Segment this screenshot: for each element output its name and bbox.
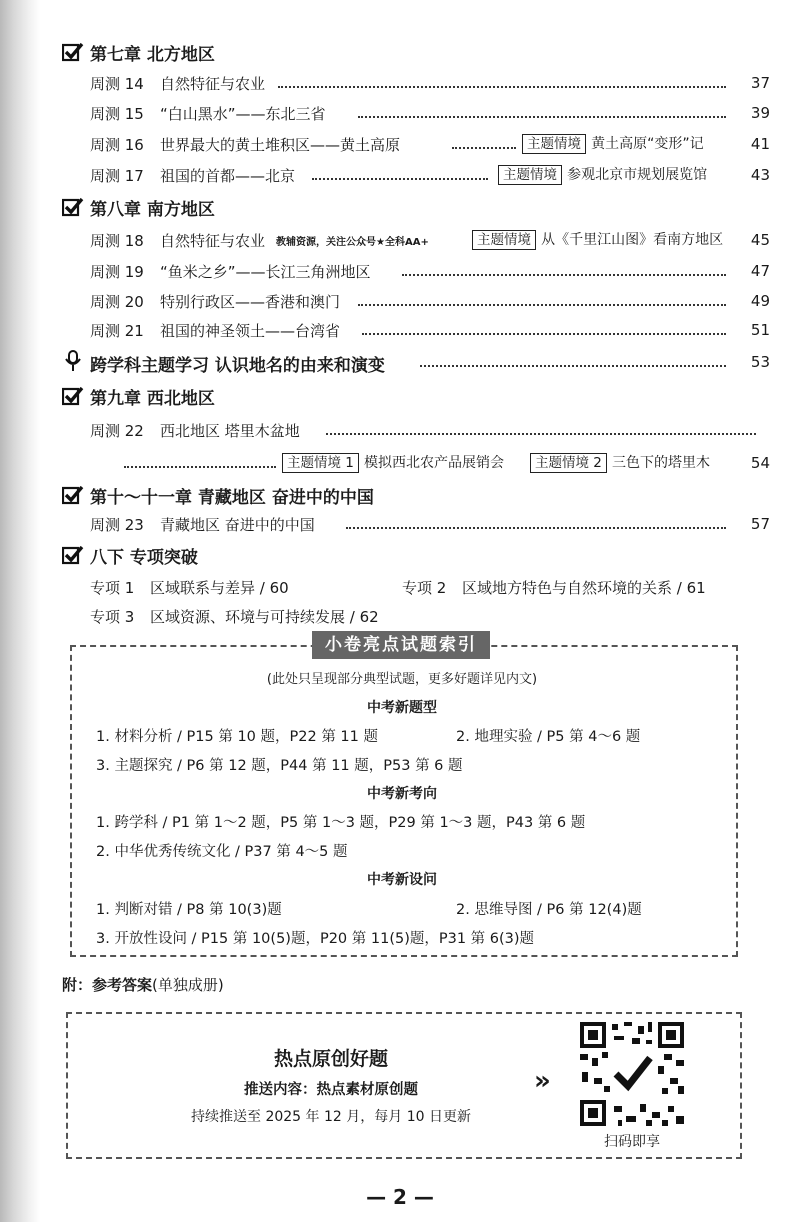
appendix-note: (单独成册) (152, 976, 224, 994)
leader-dots (326, 433, 756, 435)
week-18-page: 45 (750, 231, 770, 249)
scan-shadow-edge (0, 0, 40, 1222)
leader-dots (420, 365, 726, 367)
theme-text: 从《千里江山图》看南方地区 (541, 232, 724, 248)
week-17-page: 43 (750, 166, 770, 184)
check-icon (62, 197, 84, 217)
week-19-title[interactable]: “鱼米之乡”——长江三角洲地区 (160, 263, 371, 281)
week-14-title[interactable]: 自然特征与农业 (160, 75, 266, 93)
week-19-page: 47 (750, 262, 770, 280)
qr-code[interactable] (578, 1020, 686, 1128)
check-icon (62, 42, 84, 62)
week-16-title[interactable]: 世界最大的黄土堆积区——黄土高原 (160, 136, 401, 154)
leader-dots (358, 304, 726, 306)
week-14-page: 37 (750, 74, 770, 92)
leader-dots (124, 466, 276, 468)
special-2-label: 专项 2 (402, 579, 447, 597)
week-19-label: 周测 19 (90, 263, 144, 281)
week-23-title[interactable]: 青藏地区 奋进中的中国 (160, 516, 315, 534)
week-23-page: 57 (750, 515, 770, 533)
page-number: — 2 — (366, 1185, 434, 1209)
week-20-title[interactable]: 特别行政区——香港和澳门 (160, 293, 341, 311)
index-item: 2. 思维导图 / P6 第 12(4)题 (456, 902, 642, 918)
index-section-heading: 中考新设问 (367, 872, 437, 888)
week-21-page: 51 (750, 321, 770, 339)
week-22-title[interactable]: 西北地区 塔里木盆地 (160, 422, 300, 440)
theme-text: 参观北京市规划展览馆 (567, 167, 708, 183)
index-section-heading: 中考新考向 (367, 786, 437, 802)
check-icon (62, 485, 84, 505)
chapter-8-heading: 第八章 南方地区 (90, 200, 215, 220)
chapter-9-heading: 第九章 西北地区 (90, 389, 215, 409)
chapter-10-11-heading: 第十～十一章 青藏地区 奋进中的中国 (90, 488, 374, 508)
interdisciplinary-heading[interactable]: 跨学科主题学习 认识地名的由来和演变 (90, 356, 385, 376)
interdisciplinary-page: 53 (750, 353, 770, 371)
week-21-title[interactable]: 祖国的神圣领土——台湾省 (160, 322, 341, 340)
check-icon (62, 545, 84, 565)
index-title: 小卷亮点试题索引 (312, 631, 490, 659)
week-15-page: 39 (750, 104, 770, 122)
week-16-page: 41 (750, 135, 770, 153)
leader-dots (402, 274, 726, 276)
week-16-theme (522, 133, 704, 154)
week-17-theme (498, 164, 707, 185)
special-2-text[interactable]: 区域地方特色与自然环境的关系 / 61 (462, 579, 706, 597)
index-section-heading: 中考新题型 (367, 700, 437, 716)
index-item: 3. 开放性设问 / P15 第 10(5)题，P20 第 11(5)题，P31 第 6(3)题 (96, 931, 535, 947)
week-17-title[interactable]: 祖国的首都——北京 (160, 167, 296, 185)
week-18-title[interactable]: 自然特征与农业 (160, 232, 266, 250)
theme-tag: 主题情境 2 (530, 453, 607, 473)
promo-line-2: 持续推送至 2025 年 12 月，每月 10 日更新 (191, 1109, 471, 1125)
week-16-label: 周测 16 (90, 136, 144, 154)
qr-label: 扫码即享 (604, 1134, 660, 1150)
week-22-theme-1 (282, 452, 504, 473)
theme-tag: 主题情境 (522, 134, 586, 154)
index-item: 2. 地理实验 / P5 第 4～6 题 (456, 729, 641, 745)
week-20-page: 49 (750, 292, 770, 310)
week-18-theme (472, 229, 723, 250)
week-22-theme-2 (530, 452, 710, 473)
special-1-label: 专项 1 (90, 579, 135, 597)
week-20-label: 周测 20 (90, 293, 144, 311)
microphone-icon (64, 350, 82, 372)
arrow-icon: » (534, 1066, 551, 1096)
appendix-line (62, 974, 224, 995)
leader-dots (362, 333, 726, 335)
theme-tag: 主题情境 (472, 230, 536, 250)
leader-dots (358, 116, 726, 118)
leader-dots (452, 147, 516, 149)
special-3-text[interactable]: 区域资源、环境与可持续发展 / 62 (150, 608, 379, 626)
special-heading: 八下 专项突破 (90, 548, 198, 568)
index-item: 1. 判断对错 / P8 第 10(3)题 (96, 902, 282, 918)
week-18-label: 周测 18 (90, 232, 144, 250)
index-item: 1. 材料分析 / P15 第 10 题，P22 第 11 题 (96, 729, 378, 745)
index-note: (此处只呈现部分典型试题，更多好题详见内文) (266, 672, 538, 687)
theme-text: 三色下的塔里木 (611, 455, 710, 471)
appendix-bold: 附：参考答案 (62, 976, 153, 994)
promo-title: 热点原创好题 (273, 1048, 388, 1070)
check-icon (62, 386, 84, 406)
index-item: 3. 主题探究 / P6 第 12 题，P44 第 11 题，P53 第 6 题 (96, 758, 463, 774)
index-item: 2. 中华优秀传统文化 / P37 第 4～5 题 (96, 844, 348, 860)
chapter-7-heading: 第七章 北方地区 (90, 45, 215, 65)
special-3-label: 专项 3 (90, 608, 135, 626)
theme-tag: 主题情境 (498, 165, 562, 185)
special-1-text[interactable]: 区域联系与差异 / 60 (150, 579, 289, 597)
week-21-label: 周测 21 (90, 322, 144, 340)
week-15-label: 周测 15 (90, 105, 144, 123)
week-17-label: 周测 17 (90, 167, 144, 185)
watermark-text: 教辅资源，关注公众号★全科AA+ (276, 237, 429, 248)
theme-tag: 主题情境 1 (282, 453, 359, 473)
leader-dots (346, 527, 726, 529)
index-item: 1. 跨学科 / P1 第 1～2 题，P5 第 1～3 题，P29 第 1～3 题，P43 第 6 题 (96, 815, 586, 831)
theme-text: 模拟西北农产品展销会 (363, 455, 504, 471)
week-15-title[interactable]: “白山黑水”——东北三省 (160, 105, 326, 123)
week-22-label: 周测 22 (90, 422, 144, 440)
week-14-label: 周测 14 (90, 75, 144, 93)
leader-dots (278, 86, 726, 88)
theme-text: 黄土高原“变形”记 (591, 136, 704, 152)
promo-line-1: 推送内容：热点素材原创题 (244, 1082, 418, 1098)
leader-dots (312, 178, 488, 180)
week-23-label: 周测 23 (90, 516, 144, 534)
week-22-page: 54 (750, 454, 770, 472)
